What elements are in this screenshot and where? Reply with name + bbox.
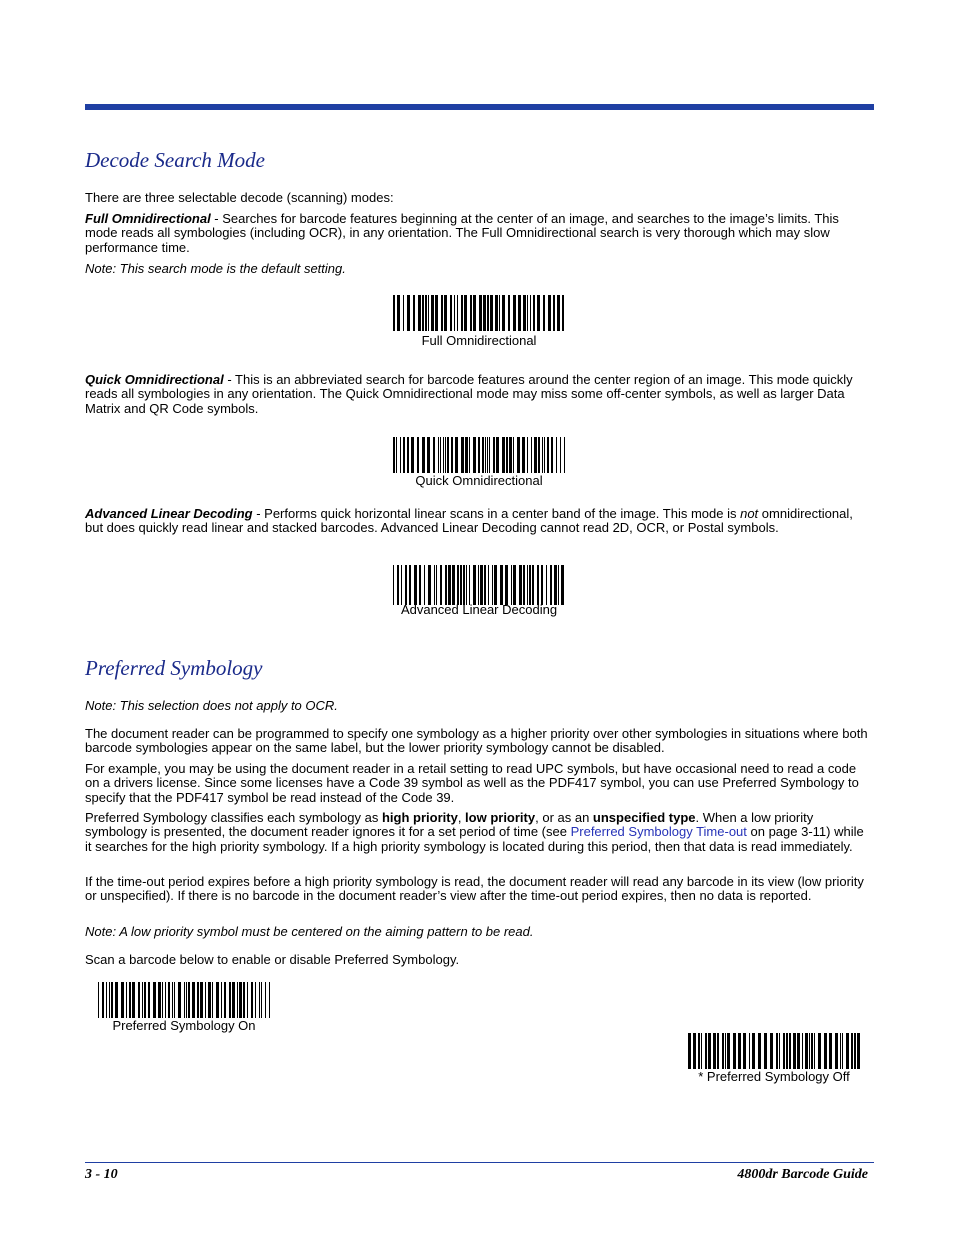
advanced-linear-term: Advanced Linear Decoding (85, 506, 253, 521)
preferred-paragraph-3 (85, 811, 873, 854)
p3-text-e: . When a low priority symbology is presented, the document reader ignores it for a set period of time (see (85, 810, 814, 840)
p3-text-d: , or as an (535, 810, 593, 825)
section-title-preferred-symbology: Preferred Symbology (85, 656, 263, 680)
barcode-preferred-symbology-off-label: * Preferred Symbology Off (698, 1069, 850, 1084)
barcode-preferred-symbology-on[interactable] (98, 982, 270, 1018)
footer-guide-title: 4800dr Barcode Guide (737, 1167, 868, 1182)
high-priority-term: high priority (381, 810, 458, 825)
section-title-decode-search-mode: Decode Search Mode (85, 148, 265, 172)
p3-text-a: Preferred Symbology classifies each symbology as (85, 810, 382, 825)
barcode-advanced-linear-decoding-label: Advanced Linear Decoding (400, 602, 558, 617)
full-omni-term: Full Omnidirectional (85, 211, 211, 226)
barcode-full-omnidirectional-label: Full Omnidirectional (421, 333, 537, 348)
barcode-preferred-symbology-on-label: Preferred Symbology On (112, 1018, 256, 1033)
quick-omni-text: - This is an abbreviated search for barcode features around the center region of an image. This mode quickly reads all symbologies in any orientation. The Quick Omnidirectional mode may miss some off-center symbols, as well as larger Data Matrix and QR Code symbols. (85, 372, 853, 416)
footer-rule (85, 1162, 874, 1163)
full-omni-text: - Searches for barcode features beginning at the center of an image, and searches to the image’s limits. This mode reads all symbologies (including OCR), in any orientation. The Full Omnidirectional search is very thorough which may slow performance time. (85, 211, 839, 255)
full-omni-paragraph (85, 212, 873, 255)
footer-page-number: 3 - 10 (85, 1167, 118, 1182)
barcode-quick-omnidirectional-label: Quick Omnidirectional (415, 473, 543, 488)
advanced-linear-paragraph (85, 507, 873, 536)
preferred-paragraph-2: For example, you may be using the document reader in a retail setting to read UPC symbols, but have occasional need to read a code on a drivers license. Since some licenses have a Code 39 symbol as well as the PDF417 symbol, you can use Preferred Symbology to specify that the PDF417 symbol be read instead of the Code 39. (85, 761, 859, 805)
barcode-full-omnidirectional[interactable] (393, 295, 565, 331)
quick-omni-paragraph (85, 373, 873, 416)
p3-text-c: , (457, 810, 466, 825)
default-setting-note: Note: This search mode is the default setting. (85, 261, 346, 276)
intro-text: There are three selectable decode (scanning) modes: (85, 190, 394, 205)
preferred-paragraph-1: The document reader can be programmed to specify one symbology as a higher priority over other symbologies in situations where both barcode symbologies appear on the same label, but the lower priority symbology cannot be disabled. (85, 726, 868, 756)
unspecified-type-term: unspecified type (592, 810, 696, 825)
low-priority-term: low priority (465, 810, 536, 825)
barcode-advanced-linear-decoding[interactable] (393, 565, 565, 605)
advanced-linear-text-a: - Performs quick horizontal linear scans in a center band of the image. This mode is (252, 506, 741, 521)
barcode-preferred-symbology-off[interactable] (688, 1033, 860, 1069)
quick-omni-term: Quick Omnidirectional (85, 372, 224, 387)
timeout-link[interactable]: Preferred Symbology Time-out (570, 824, 747, 840)
ocr-note: Note: This selection does not apply to OCR. (85, 698, 338, 713)
preferred-paragraph-4: If the time-out period expires before a high priority symbology is read, the document reader will read any barcode in its view (low priority or unspecified). If there is no barcode in the document reader’s view after the time-out period expires, then no data is reported. (85, 874, 864, 904)
low-priority-note: Note: A low priority symbol must be centered on the aiming pattern to be read. (85, 924, 534, 939)
barcode-quick-omnidirectional[interactable] (393, 437, 565, 473)
header-rule (85, 104, 874, 110)
advanced-linear-emphasis: not (740, 506, 759, 521)
advanced-linear-text-b: omnidirectional, but does quickly read linear and stacked barcodes. Advanced Linear Decoding cannot read 2D, OCR, or Postal symbols. (85, 506, 853, 536)
p3-text-f: on page 3-11) while it searches for the high priority symbology. If a high priority symbology is located during this period, then that data is read immediately. (85, 824, 864, 854)
scan-instruction: Scan a barcode below to enable or disable Preferred Symbology. (85, 952, 460, 967)
